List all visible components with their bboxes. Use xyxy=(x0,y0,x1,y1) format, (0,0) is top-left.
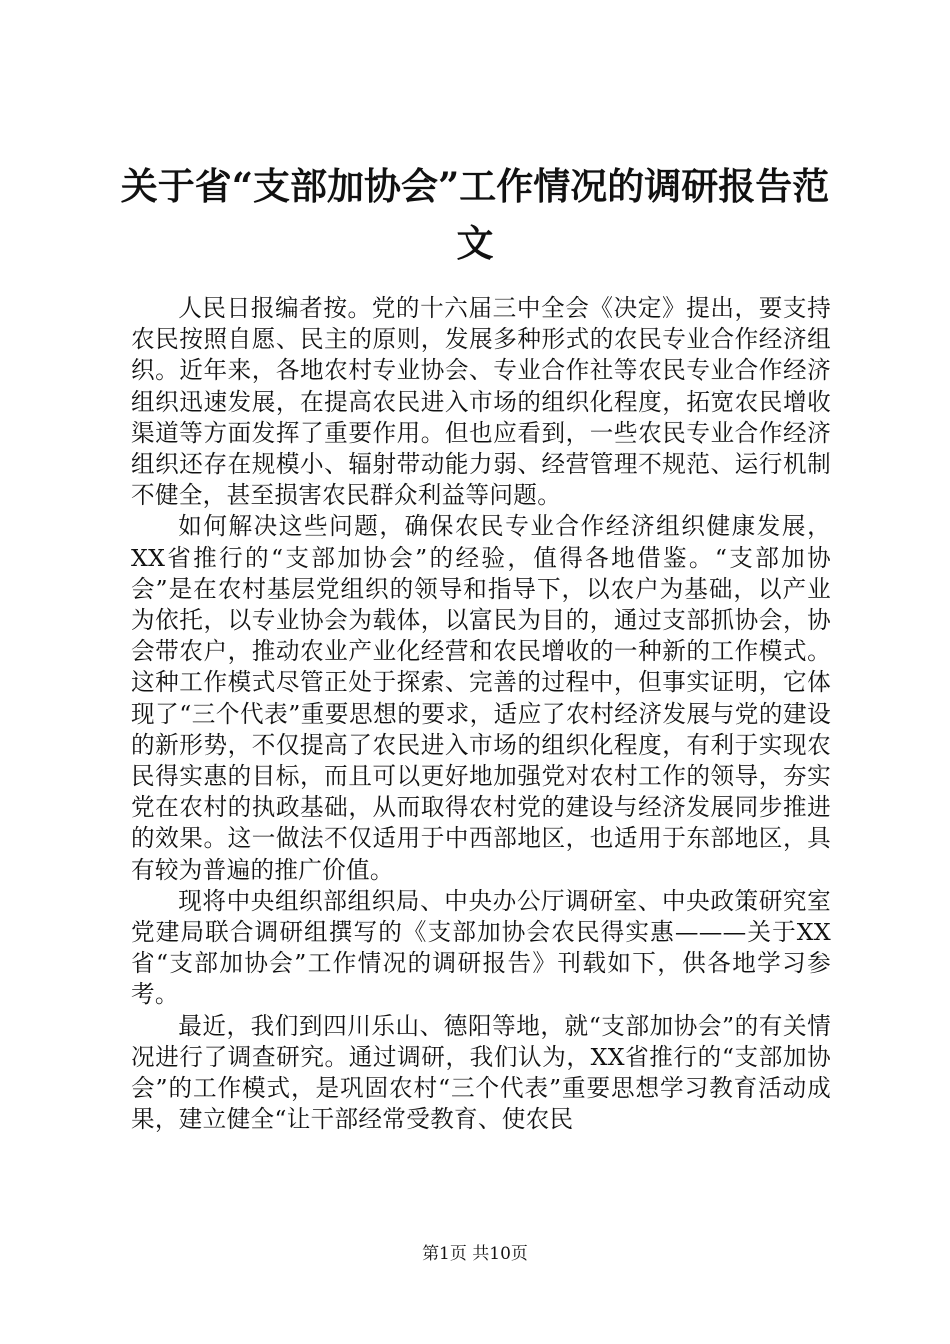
document-body xyxy=(131,293,831,1135)
document-title: 关于省“支部加协会”工作情况的调研报告范文 xyxy=(120,164,830,265)
paragraph-investigation: 最近，我们到四川乐山、德阳等地，就“支部加协会”的有关情况进行了调查研究。通过调研，我们认为，XX省推行的“支部加协会”的工作模式，是巩固农村“三个代表”重要思想学习教育活动成果，建立健全“让干部经常受教育、使农民 xyxy=(131,1011,831,1134)
paragraph-publication-note: 现将中央组织部组织局、中央办公厅调研室、中央政策研究室党建局联合调研组撰写的《支部加协会农民得实惠———关于XX省“支部加协会”工作情况的调研报告》刊载如下，供各地学习参考。 xyxy=(131,886,831,1009)
paragraph-editor-note: 人民日报编者按。党的十六届三中全会《决定》提出，要支持农民按照自愿、民主的原则，发展多种形式的农民专业合作经济组织。近年来，各地农村专业协会、专业合作社等农民专业合作经济组织迅速发展，在提高农民进入市场的组织化程度，拓宽农民增收渠道等方面发挥了重要作用。但也应看到，一些农民专业合作经济组织还存在规模小、辐射带动能力弱、经营管理不规范、运行机制不健全，甚至损害农民群众利益等问题。 xyxy=(131,294,831,510)
paragraph-how-to-solve: 如何解决这些问题，确保农民专业合作经济组织健康发展，XX省推行的“支部加协会”的经验，值得各地借鉴。“支部加协会”是在农村基层党组织的领导和指导下，以农户为基础，以产业为依托，以专业协会为载体，以富民为目的，通过支部抓协会，协会带农户，推动农业产业化经营和农民增收的一种新的工作模式。这种工作模式尽管正处于探索、完善的过程中，但事实证明，它体现了“三个代表”重要思想的要求，适应了农村经济发展与党的建设的新形势，不仅提高了农民进入市场的组织化程度，有利于实现农民得实惠的目标，而且可以更好地加强党对农村工作的领导，夯实党在农村的执政基础，从而取得农村党的建设与经济发展同步推进的效果。这一做法不仅适用于中西部地区，也适用于东部地区，具有较为普遍的推广价值。 xyxy=(131,512,831,884)
page-number-footer: 第1页 共10页 xyxy=(422,1244,528,1264)
